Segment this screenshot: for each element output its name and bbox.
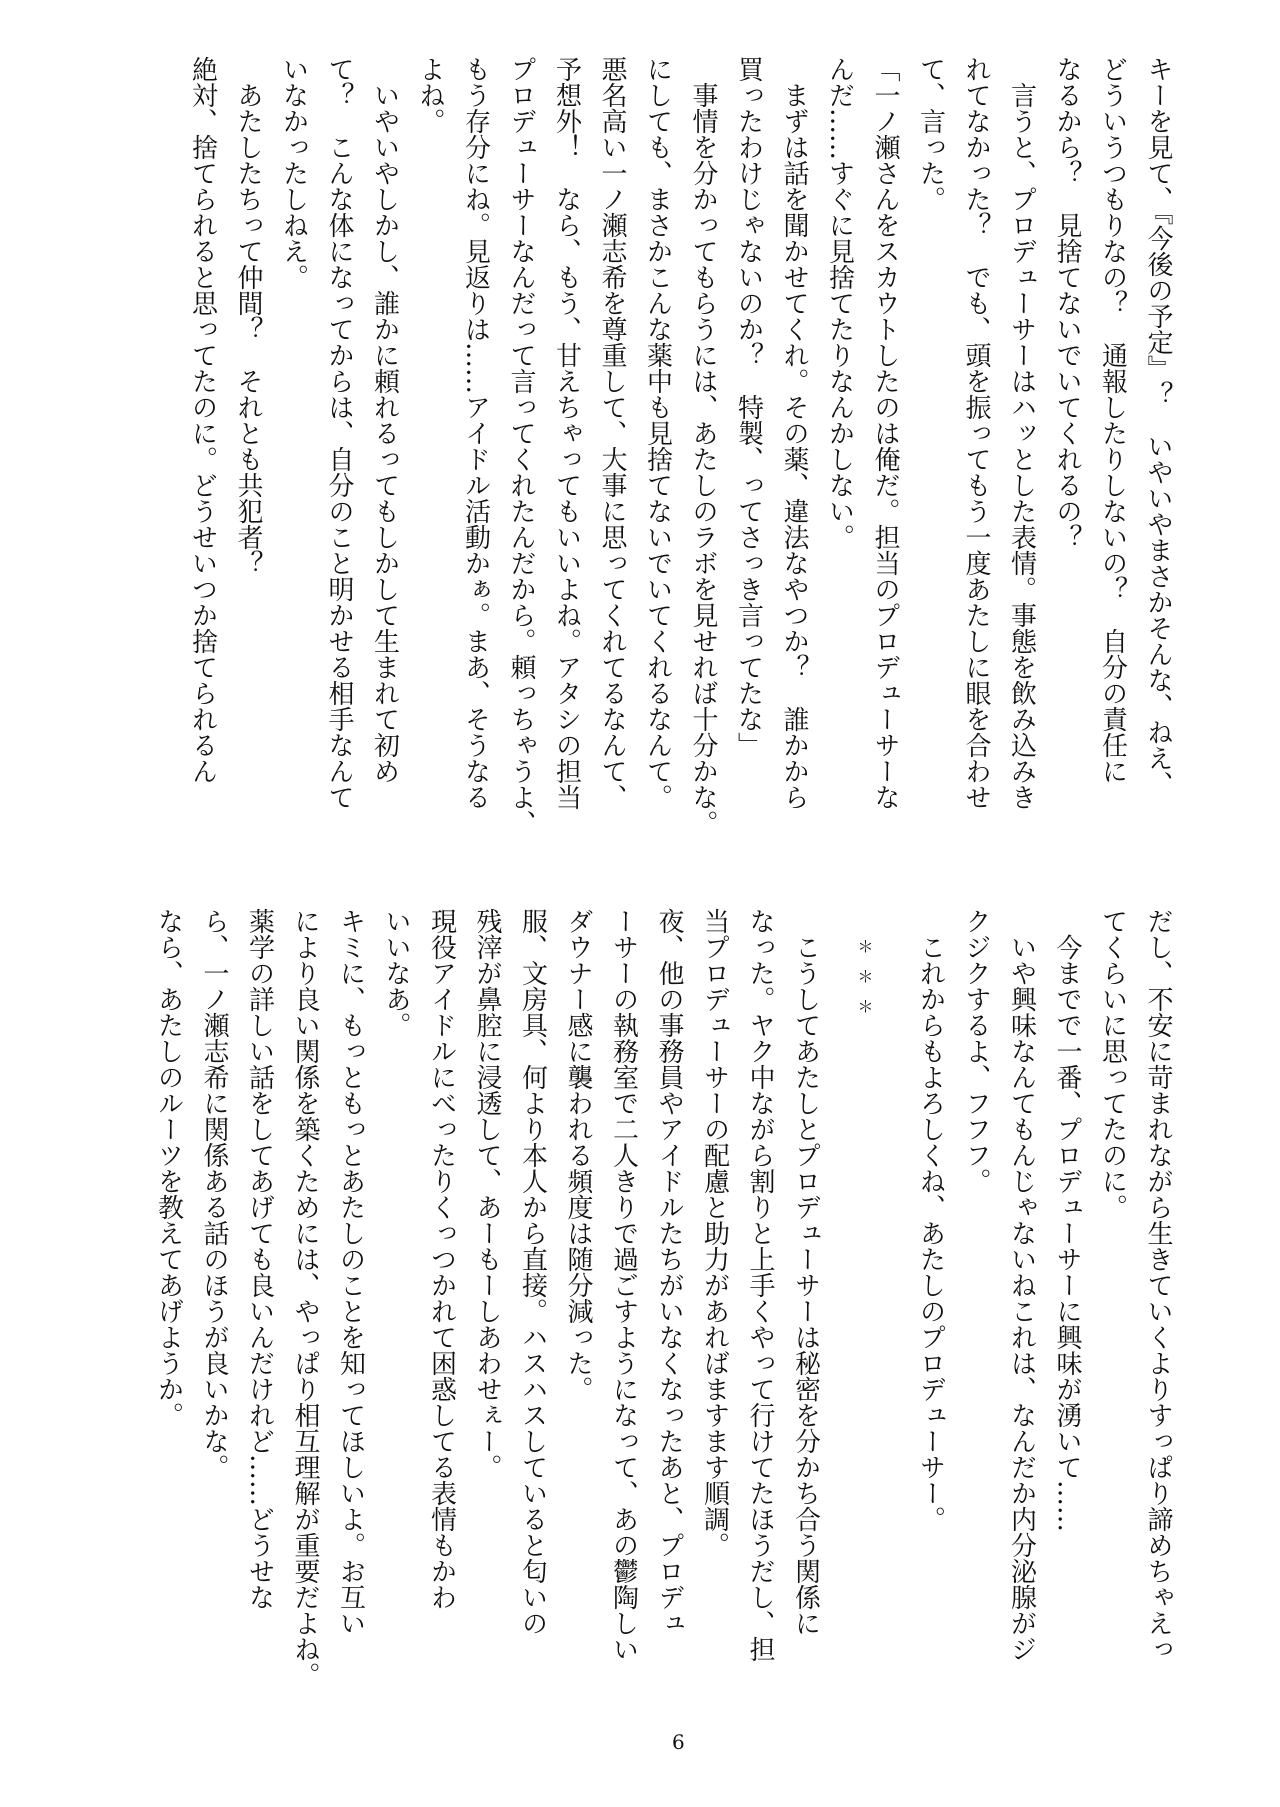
text-line: プロデューサーなんだって言ってくれたんだから。頼っちゃうよ、 xyxy=(506,56,536,836)
text-line: 薬学の詳しい話をしてあげても良いんだけれど……どうせな xyxy=(244,908,275,1610)
text-line: なるから？ 見捨てないでいてくれるの？ xyxy=(1052,56,1082,550)
text-line: クジクするよ、フフフ。 xyxy=(961,908,991,1194)
text-line: 残滓が鼻腔に浸透して、あーもーしあわせぇー。 xyxy=(472,908,502,1480)
text-line: 現役アイドルにべったりくっつかれて困惑してる表情もかわ xyxy=(426,908,457,1610)
text-line: 予想外！ なら、もう、甘えちゃってもいいよね。アタシの担当 xyxy=(551,56,582,810)
text-line: こうしてあたしとプロデューサーは秘密を分かち合う関係に xyxy=(790,908,821,1636)
text-line: んだ……すぐに見捨てたりなんかしない。 xyxy=(824,56,855,550)
text-line: まずは話を聞かせてくれ。その薬、違法なやつか？ 誰かから xyxy=(779,56,809,810)
text-line: あたしたちって仲間？ それとも共犯者？ xyxy=(233,56,263,576)
text-line: 買ったわけじゃないのか？ 特製、ってさっき言ってたな」 xyxy=(733,56,764,758)
text-line: 「一ノ瀬さんをスカウトしたのは俺だ。担当のプロデューサーな xyxy=(870,56,900,810)
text-line: いなかったしねえ。 xyxy=(278,56,309,290)
text-line: なった。ヤク中ながら割りと上手くやって行けてたほうだし、担 xyxy=(745,908,775,1662)
text-line: ダウナー感に襲われる頻度は随分減った。 xyxy=(563,908,593,1402)
text-line: 事情を分かってもらうには、あたしのラボを見せれば十分かな。 xyxy=(688,56,718,836)
text-line: 悪名高い一ノ瀬志希を尊重して、大事に思ってくれてるなんて、 xyxy=(597,56,627,810)
text-line: 夜、他の事務員やアイドルたちがいなくなったあと、プロデュ xyxy=(654,908,684,1636)
text-line: よね。 xyxy=(415,56,445,134)
text-line: どういうつもりなの？ 通報したりしないの？ 自分の責任に xyxy=(1097,56,1128,784)
text-line: いや興味なんてもんじゃないねこれは、なんだか内分泌腺がジ xyxy=(1006,908,1037,1662)
text-line: 言うと、プロデューサーはハッとした表情。事態を飲み込みき xyxy=(1006,56,1037,810)
text-line: だし、不安に苛まれながら生きていくよりすっぱり諦めちゃえっ xyxy=(1143,908,1173,1662)
text-line: て？ こんな体になってからは、自分のこと明かせる相手なんて xyxy=(324,56,354,810)
text-line: てくらいに思ってたのに。 xyxy=(1097,908,1128,1220)
section-break: ＊＊＊ xyxy=(855,938,874,1028)
text-line: これからもよろしくね、あたしのプロデューサー。 xyxy=(915,908,946,1532)
text-line: れてなかった？ でも、頭を振ってもう一度あたしに眼を合わせ xyxy=(961,56,991,810)
text-line: キーを見て、『今後の予定』？ いやいやまさかそんな、ねえ、 xyxy=(1143,56,1173,797)
text-line: もう存分にね。見返りは……アイドル活動かぁ。まあ、そうなる xyxy=(460,56,491,810)
text-block-bottom xyxy=(153,908,1180,1688)
text-line: て、言った。 xyxy=(915,56,946,212)
text-line: キミに、もっともっとあたしのことを知ってほしいよ。お互い xyxy=(335,908,366,1636)
text-line: なら、あたしのルーツを教えてあげようか。 xyxy=(153,908,184,1428)
page-number: 6 xyxy=(672,1730,685,1754)
text-line: 当プロデューサーの配慮と助力があればますます順調。 xyxy=(699,908,730,1558)
text-line: ーサーの執務室で二人きりで過ごすようになって、あの鬱陶しい xyxy=(608,908,639,1662)
text-line: により良い関係を築くためには、やっぱり相互理解が重要だよね。 xyxy=(290,908,320,1688)
text-line: いやいやしかし、誰かに頼れるってもしかして生まれて初め xyxy=(369,56,400,784)
text-block-top xyxy=(180,56,1180,836)
text-line: ら、一ノ瀬志希に関係ある話のほうが良いかな。 xyxy=(199,908,229,1480)
text-line: 服、文房具、何より本人から直接。ハスハスしていると匂いの xyxy=(517,908,548,1636)
text-line: 今までで一番、プロデューサーに興味が湧いて…… xyxy=(1052,908,1082,1532)
text-line: にしても、まさかこんな薬中も見捨てないでいてくれるなんて。 xyxy=(642,56,673,810)
text-line: いいなあ。 xyxy=(381,908,411,1038)
text-line: 絶対、捨てられると思ってたのに。どうせいつか捨てられるん xyxy=(187,56,218,784)
